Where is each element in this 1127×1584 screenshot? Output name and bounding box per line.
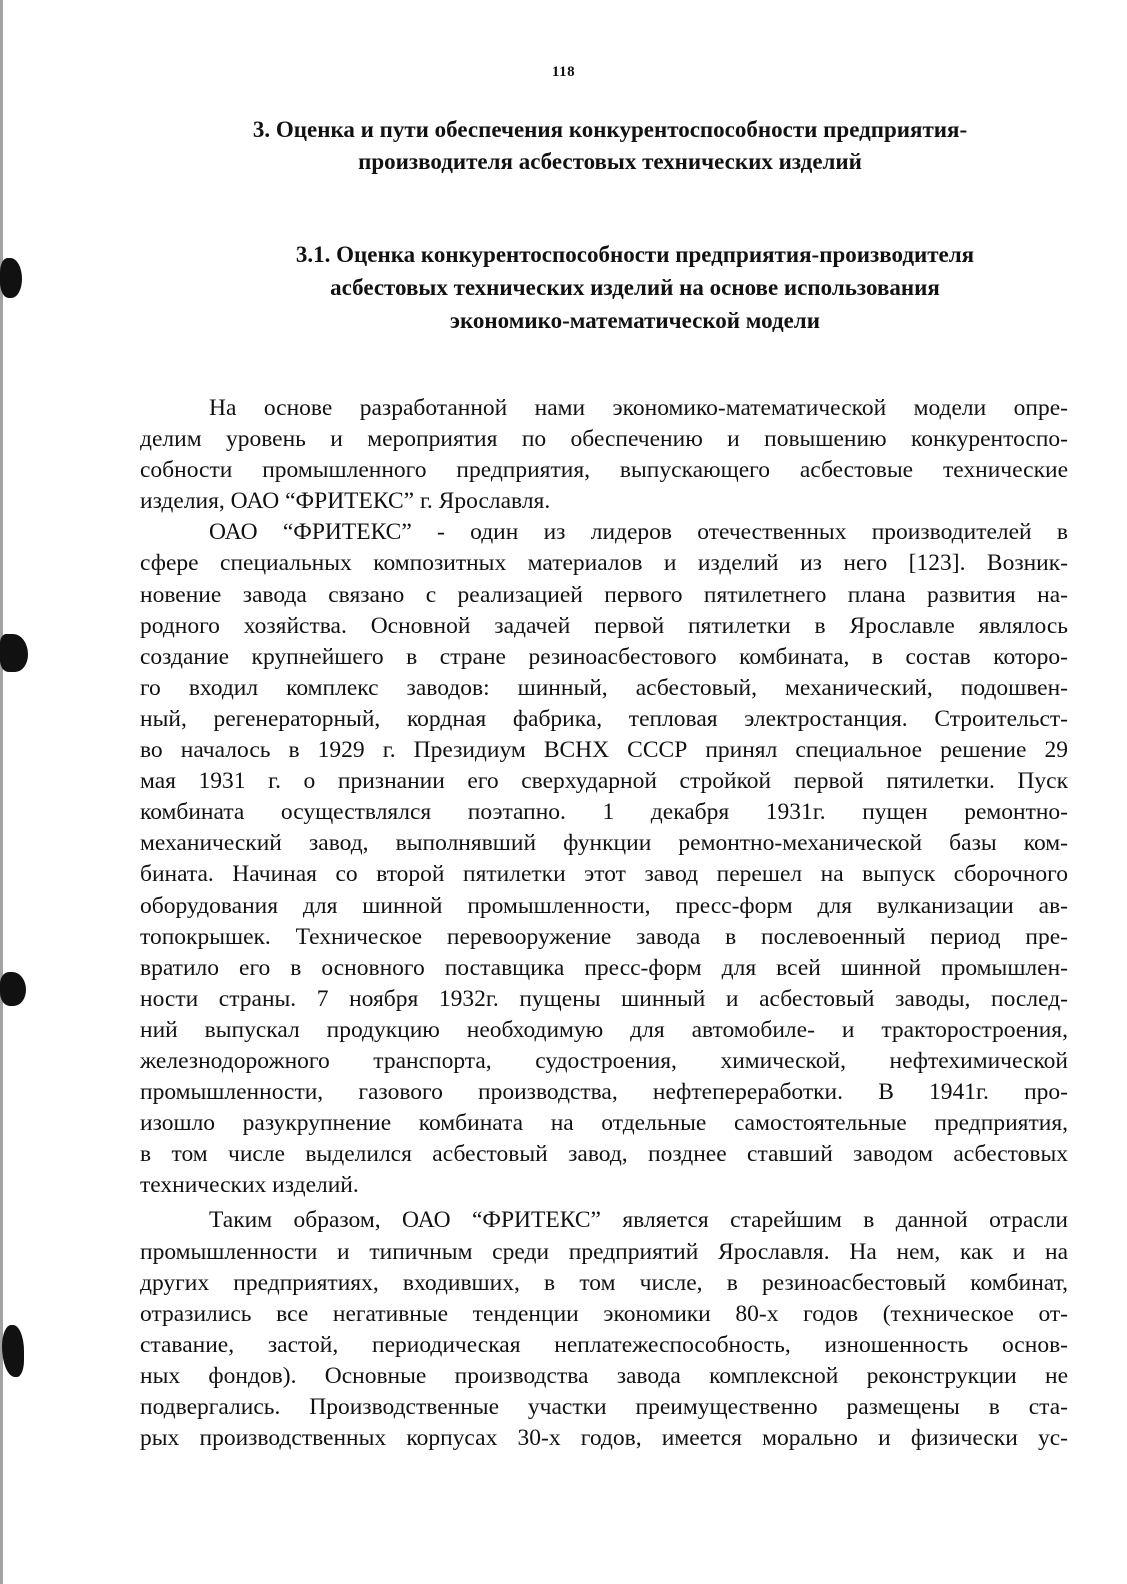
- scan-mark-1: [0, 258, 22, 298]
- text-line: механический завод, выполнявший функции ремонтно-механической базы ком-: [140, 830, 1068, 857]
- paragraph-3: [140, 1205, 1068, 1454]
- text-line: изделия, ОАО “ФРИТЕКС” г. Ярославля.: [140, 488, 551, 515]
- text-line: собности промышленного предприятия, выпускающего асбестовые технические: [140, 457, 1068, 484]
- text-line: других предприятиях, входивших, в том числе, в резиноасбестовый комбинат,: [140, 1269, 1068, 1296]
- text-line: новение завода связано с реализацией первого пятилетнего плана развития на-: [140, 581, 1068, 608]
- scan-mark-3: [0, 972, 26, 1006]
- chapter-title: [150, 114, 1070, 178]
- text-line: ный, регенераторный, кордная фабрика, тепловая электростанция. Строительст-: [140, 705, 1068, 732]
- section-title-line: асбестовых технических изделий на основе использования: [330, 275, 940, 300]
- text-line: На основе разработанной нами экономико-математической модели опре-: [209, 395, 1068, 421]
- text-line: ности страны. 7 ноября 1932г. пущены шинный и асбестовый заводы, послед-: [140, 985, 1068, 1012]
- text-line: железнодорожного транспорта, судостроения, химической, нефтехимической: [140, 1047, 1068, 1074]
- text-line: сфере специальных композитных материалов и изделий из него [123]. Возник-: [140, 550, 1068, 577]
- section-title-line: 3.1. Оценка конкурентоспособности предприятия-производителя: [295, 242, 975, 267]
- paragraph-1: [140, 393, 1068, 517]
- chapter-title-line: производителя асбестовых технических изделий: [358, 149, 862, 174]
- body-text: [140, 393, 1068, 1454]
- text-line: ОАО “ФРИТЕКС” - один из лидеров отечественных производителей в: [209, 519, 1068, 546]
- chapter-title-line: 3. Оценка и пути обеспечения конкурентоспособности предприятия-: [252, 117, 968, 142]
- text-line: го входил комплекс заводов: шинный, асбестовый, механический, подошвен-: [140, 674, 1068, 701]
- text-line: промышленности, газового производства, нефтепереработки. В 1941г. про-: [140, 1079, 1068, 1106]
- text-line: промышленности и типичным среди предприятий Ярославля. На нем, как и на: [140, 1238, 1068, 1265]
- text-line: ставание, застой, периодическая неплатежеспособность, изношенность основ-: [140, 1331, 1068, 1358]
- text-line: рых производственных корпусах 30-х годов, имеется морально и физически ус-: [140, 1425, 1068, 1452]
- text-line: подвергались. Производственные участки преимущественно размещены в ста-: [140, 1394, 1068, 1420]
- text-line: оборудования для шинной промышленности, пресс-форм для вулканизации ав-: [140, 892, 1068, 919]
- text-line: бината. Начиная со второй пятилетки этот завод перешел на выпуск сборочного: [140, 861, 1068, 888]
- section-title: [200, 238, 1070, 337]
- text-line: ных фондов). Основные производства завода комплексной реконструкции не: [140, 1362, 1068, 1389]
- text-line: создание крупнейшего в стране резиноасбестового комбината, в состав которо-: [140, 643, 1068, 670]
- text-line: во началось в 1929 г. Президиум ВСНХ СССР принял специальное решение 29: [140, 737, 1068, 764]
- text-line: отразились все негативные тенденции экономики 80-х годов (техническое от-: [140, 1300, 1068, 1327]
- scan-mark-4: [2, 1325, 24, 1377]
- text-line: технических изделий.: [140, 1172, 359, 1199]
- scan-mark-2: [0, 634, 28, 672]
- text-line: Таким образом, ОАО “ФРИТЕКС” является старейшим в данной отрасли: [209, 1207, 1068, 1234]
- page-number: 118: [551, 64, 576, 80]
- text-line: топокрышек. Техническое перевооружение завода в послевоенный период пре-: [140, 923, 1068, 950]
- section-title-line: экономико-математической модели: [450, 308, 820, 333]
- text-line: делим уровень и мероприятия по обеспечению и повышению конкурентоспо-: [140, 426, 1068, 453]
- text-line: ний выпускал продукцию необходимую для автомобиле- и тракторостроения,: [140, 1016, 1068, 1043]
- text-line: родного хозяйства. Основной задачей первой пятилетки в Ярославле являлось: [140, 612, 1068, 639]
- text-line: комбината осуществлялся поэтапно. 1 декабря 1931г. пущен ремонтно-: [140, 799, 1068, 826]
- text-line: изошло разукрупнение комбината на отдельные самостоятельные предприятия,: [140, 1110, 1068, 1137]
- text-line: в том числе выделился асбестовый завод, позднее ставший заводом асбестовых: [140, 1141, 1068, 1168]
- text-line: вратило его в основного поставщика пресс-форм для всей шинной промышлен-: [140, 954, 1068, 981]
- text-line: мая 1931 г. о признании его сверхударной стройкой первой пятилетки. Пуск: [140, 768, 1068, 795]
- paragraph-2: [140, 517, 1068, 1201]
